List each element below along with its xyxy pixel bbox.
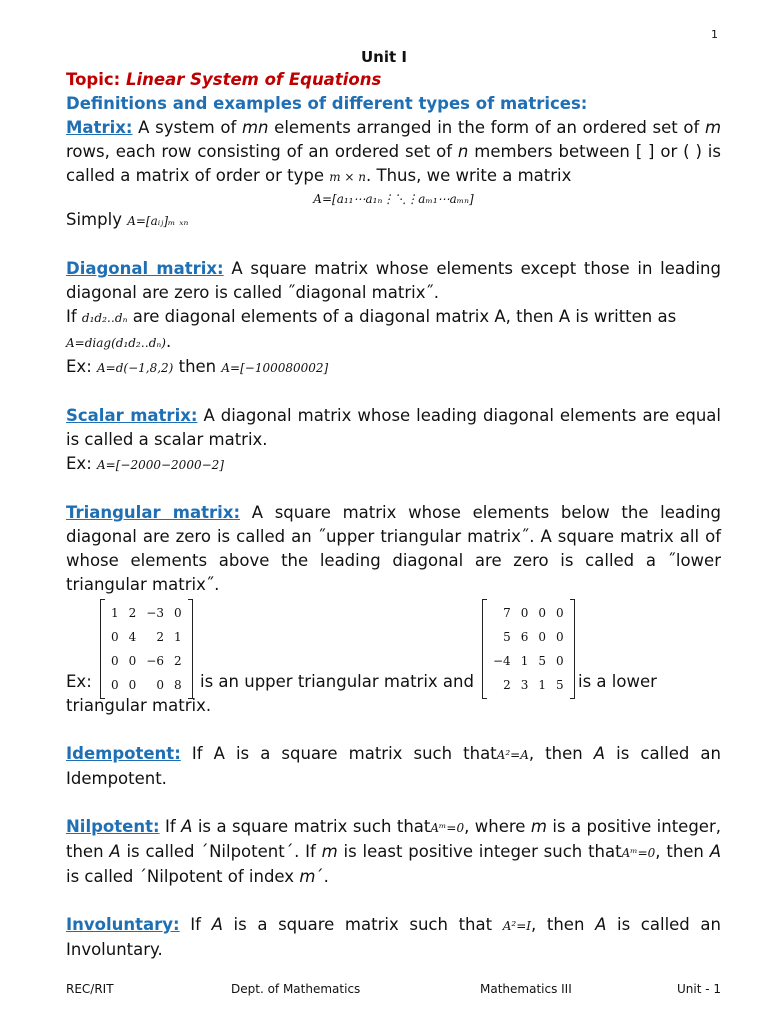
order-math: m × n — [329, 170, 367, 184]
lower-triangular-matrix — [482, 599, 575, 699]
upper-matrix-cell: 0 — [111, 654, 119, 668]
lower-matrix-cell: 0 — [555, 630, 564, 644]
upper-matrix-cell: 0 — [128, 654, 137, 668]
triangular-example-row — [66, 599, 721, 694]
lower-matrix-cell: 5 — [503, 630, 511, 644]
upper-triangular-matrix — [100, 599, 193, 699]
upper-matrix-row — [106, 625, 187, 649]
lower-matrix-row — [488, 601, 569, 625]
lower-matrix-cell: 7 — [503, 606, 511, 620]
topic-prefix: Topic: — [66, 70, 126, 89]
lower-matrix-table — [488, 601, 569, 697]
triangular-mid-text: is an upper triangular matrix and — [200, 672, 474, 691]
lower-matrix-row — [488, 649, 569, 673]
footer-unit: Unit - 1 — [676, 982, 721, 996]
upper-matrix-cell: 4 — [128, 630, 137, 644]
lower-matrix-cell: 0 — [520, 606, 529, 620]
term-idempotent: Idempotent: — [66, 744, 181, 763]
diagonal-example: Ex: A=d(−1,8,2) then A=[−100080002] — [66, 357, 329, 376]
simply-line: Simply A=[aᵢⱼ]ₘ ₓₙ — [66, 210, 189, 229]
lower-matrix-cell: 5 — [555, 678, 564, 692]
lower-matrix-cell: 0 — [538, 630, 546, 644]
upper-matrix-row — [106, 601, 187, 625]
upper-matrix-cell: −3 — [146, 606, 164, 620]
term-involuntary: Involuntary: — [66, 915, 180, 934]
footer-institution: REC/RIT — [66, 982, 114, 996]
involuntary-definition: Involuntary: If A is a square matrix such that A²=I, then A is called an Involuntary. — [66, 915, 721, 959]
lower-matrix-cell: 1 — [520, 654, 529, 668]
lower-matrix-cell: 1 — [538, 678, 546, 692]
document-body — [66, 68, 721, 962]
upper-matrix-row — [106, 649, 187, 673]
upper-matrix-cell: 8 — [173, 678, 182, 692]
upper-matrix-cell: −6 — [146, 654, 164, 668]
lower-matrix-cell: 5 — [538, 654, 546, 668]
upper-matrix-cell: 2 — [156, 630, 164, 644]
term-triangular-matrix: Triangular matrix: — [66, 503, 241, 522]
lower-matrix-cell: −4 — [493, 654, 511, 668]
nilpotent-definition: Nilpotent: If A is a square matrix such thatAᵐ=0, where m is a positive integer, then A is called ˊNilpotentˊ. If m is least positive integer such thatAᵐ=0, then A is called ˊNilpotent of index mˊ. — [66, 817, 722, 886]
triangular-end-line: triangular matrix. — [66, 696, 212, 715]
idempotent-definition: Idempotent: If A is a square matrix such thatA²=A, then A is called an Idempotent. — [66, 744, 721, 788]
term-matrix: Matrix: — [66, 118, 133, 137]
simply-math: A=[aᵢⱼ]ₘ ₓₙ — [127, 214, 189, 228]
topic-heading — [66, 68, 721, 92]
lower-matrix-cell: 6 — [520, 630, 529, 644]
upper-matrix-cell: 2 — [173, 654, 182, 668]
triangular-end-text: is a lower — [578, 672, 657, 691]
lower-matrix-cell: 3 — [520, 678, 529, 692]
triangular-definition: Triangular matrix: A square matrix whose elements below the leading diagonal are zero is called an ˝upper triangular matrix˝. A square matrix all of whose elements above the leading diagonal are zero is called a ˝lower triangular matrix˝. — [66, 503, 721, 594]
term-scalar-matrix: Scalar matrix: — [66, 406, 198, 425]
lower-matrix-cell: 0 — [555, 654, 564, 668]
upper-matrix-cell: 1 — [111, 606, 119, 620]
footer-course: Mathematics III — [480, 982, 572, 996]
upper-matrix-row — [106, 673, 187, 697]
lower-matrix-cell: 0 — [538, 606, 546, 620]
topic-title: Linear System of Equations — [126, 70, 382, 89]
upper-matrix-cell: 2 — [128, 606, 137, 620]
lower-matrix-cell: 0 — [555, 606, 564, 620]
matrix-definition: Matrix: A system of mn elements arranged in the form of an ordered set of m rows, each row consisting of an ordered set of n members between [ ] or ( ) is called a matrix of order or type m × n. Thus, we write a matrix — [66, 118, 722, 185]
unit-title: Unit I — [361, 48, 407, 66]
lower-matrix-row — [488, 673, 569, 697]
upper-matrix-cell: 0 — [111, 678, 119, 692]
lower-matrix-cell: 2 — [503, 678, 511, 692]
term-nilpotent: Nilpotent: — [66, 817, 160, 836]
term-diagonal-matrix: Diagonal matrix: — [66, 259, 224, 278]
upper-matrix-table — [106, 601, 187, 697]
definitions-heading: Definitions and examples of different types of matrices: — [66, 94, 588, 113]
upper-matrix-cell: 0 — [156, 678, 164, 692]
upper-matrix-cell: 0 — [173, 606, 182, 620]
upper-matrix-cell: 1 — [173, 630, 182, 644]
scalar-definition: Scalar matrix: A diagonal matrix whose leading diagonal elements are equal is called a scalar matrix. — [66, 406, 721, 449]
diagonal-definition: Diagonal matrix: A square matrix whose elements except those in leading diagonal are zero is called ˝diagonal matrix˝. — [66, 259, 721, 302]
footer-department: Dept. of Mathematics — [231, 982, 361, 996]
general-matrix-display: A=[a₁₁⋯a₁ₙ⋮⋱⋮aₘ₁⋯aₘₙ] — [313, 192, 474, 206]
upper-matrix-cell: 0 — [128, 678, 137, 692]
scalar-example: Ex: A=[−2000−2000−2] — [66, 454, 224, 473]
upper-matrix-cell: 0 — [111, 630, 119, 644]
diagonal-elements-line: If d₁d₂‥dₙ are diagonal elements of a diagonal matrix A, then A is written as A=diag(d₁d₂‥dₙ). — [66, 307, 677, 351]
page-number: 1 — [711, 28, 718, 41]
triangular-ex-label: Ex: — [66, 672, 92, 691]
lower-matrix-row — [488, 625, 569, 649]
